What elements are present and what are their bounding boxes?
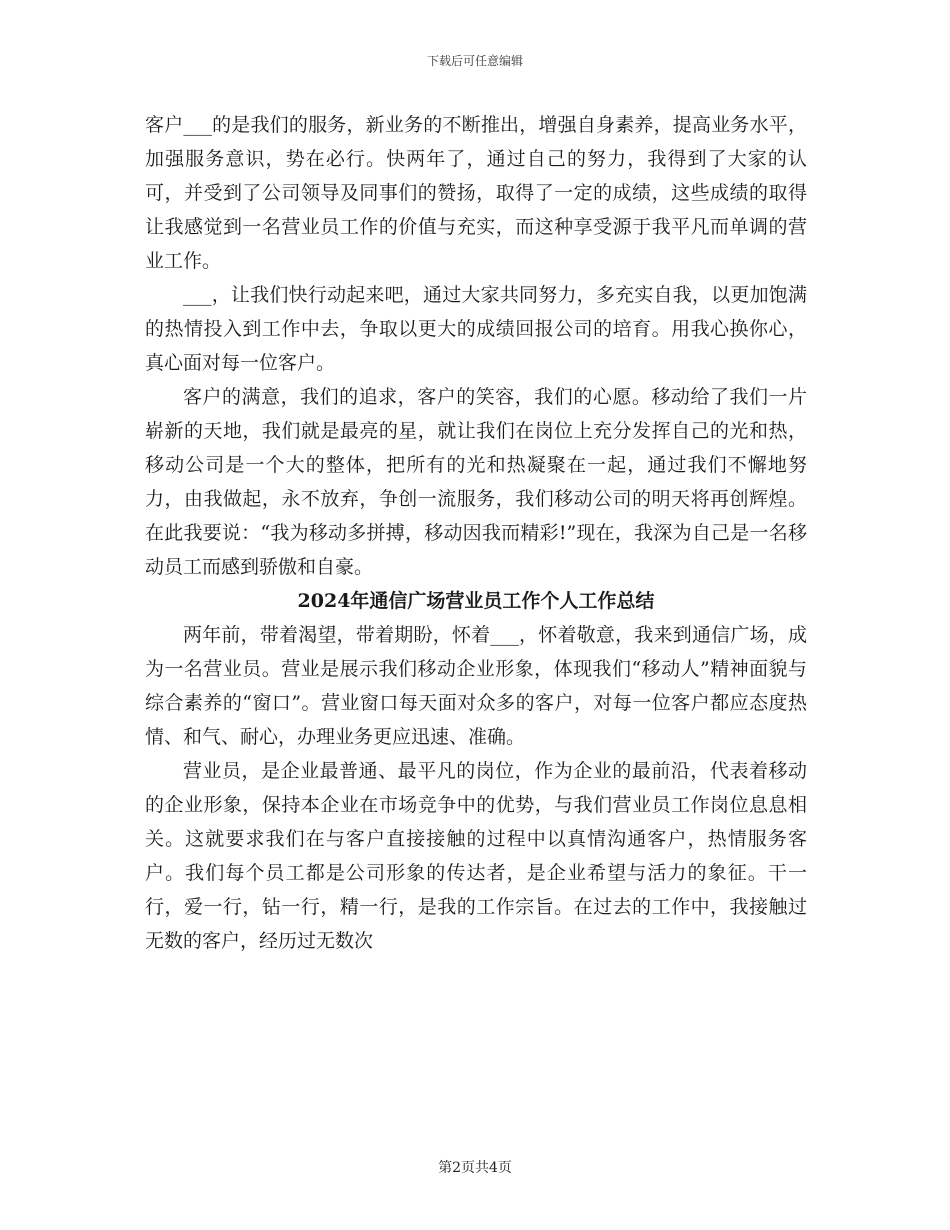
paragraph-3: 客户的满意，我们的追求，客户的笑容，我们的心愿。移动给了我们一片崭新的天地，我们就是最亮的星，就让我们在岗位上充分发挥自己的光和热，移动公司是一个大的整体，把所有的光和热凝聚在一起，通过我们不懈地努力，由我做起，永不放弃，争创一流服务，我们移动公司的明天将再创辉煌。在此我要说：“我为移动多拼搏，移动因我而精彩!”现在，我深为自己是一名移动员工而感到骄傲和自豪。: [145, 386, 807, 578]
page-header-note: 下载后可任意编辑: [426, 54, 523, 68]
section-title: 2024年通信广场营业员工作个人工作总结: [297, 590, 655, 612]
paragraph-2: ___，让我们快行动起来吧，通过大家共同努力，多充实自我，以更加饱满的热情投入到工作中去，争取以更大的成绩回报公司的培育。用我心换你心，真心面对每一位客户。: [145, 284, 807, 374]
document-body: [145, 108, 807, 958]
paragraph-5: 营业员，是企业最普通、最平凡的岗位，作为企业的最前沿，代表着移动的企业形象，保持本企业在市场竞争中的优势，与我们营业员工作岗位息息相关。这就要求我们在与客户直接接触的过程中以真情沟通客户，热情服务客户。我们每个员工都是公司形象的传达者，是企业希望与活力的象征。干一行，爱一行，钻一行，精一行，是我的工作宗旨。在过去的工作中，我接触过无数的客户，经历过无数次: [145, 760, 807, 952]
paragraph-1: 客户___的是我们的服务，新业务的不断推出，增强自身素养，提高业务水平，加强服务意识，势在必行。快两年了，通过自己的努力，我得到了大家的认可，并受到了公司领导及同事们的赞扬，取得了一定的成绩，这些成绩的取得让我感觉到一名营业员工作的价值与充实，而这种享受源于我平凡而单调的营业工作。: [145, 114, 807, 272]
page-number: 第2页共4页: [438, 1160, 512, 1176]
paragraph-4: 两年前，带着渴望，带着期盼，怀着___，怀着敬意，我来到通信广场，成为一名营业员。营业是展示我们移动企业形象，体现我们“移动人”精神面貌与综合素养的“窗口”。营业窗口每天面对众多的客户，对每一位客户都应态度热情、和气、耐心，办理业务更应迅速、准确。: [145, 624, 807, 748]
